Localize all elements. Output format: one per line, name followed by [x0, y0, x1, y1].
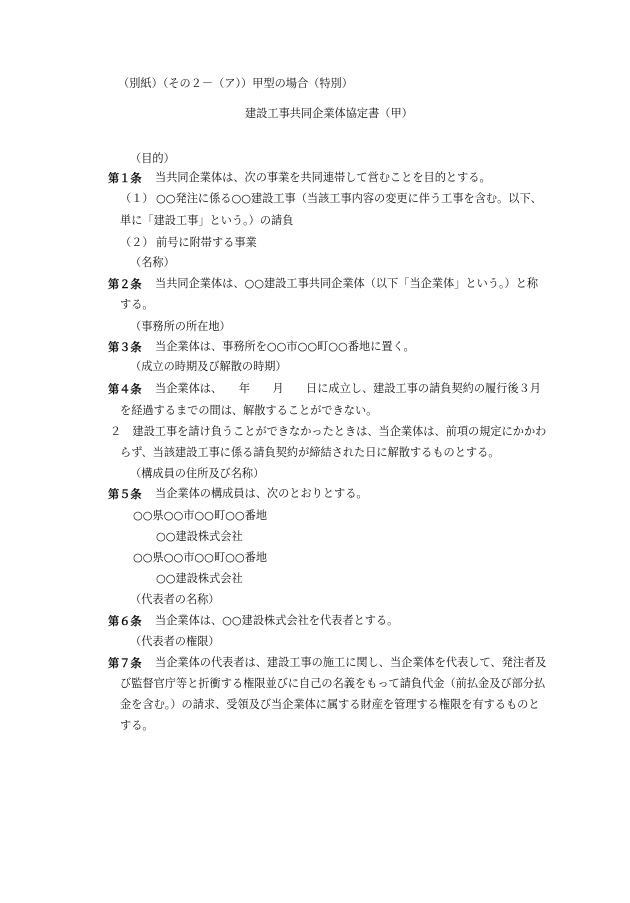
item-text: 前号に附帯する事業	[156, 236, 257, 249]
section-heading: （成立の時期及び解散の時期）	[130, 360, 287, 373]
section-heading: （名称）	[130, 256, 175, 269]
article-label: 第６条	[108, 614, 142, 628]
article-text: び監督官庁等と折衝する権限並びに自己の名義をもって請負代金（前払金及び部分払	[120, 677, 546, 690]
item-text: ○○発注に係る○○建設工事（当該工事内容の変更に伴う工事を含む。以下、	[156, 192, 542, 205]
article-text: 当企業体は、○○建設株式会社を代表者とする。	[155, 614, 399, 627]
article-text: 当企業体の代表者は、建設工事の施工に関し、当企業体を代表して、発注者及	[155, 656, 547, 669]
paragraph-text: ２ 建設工事を請け負うことができなかったときは、当企業体は、前項の規定にかかわ	[110, 425, 547, 438]
attachment-label: （別紙）（その２－（ア））甲型の場合（特別）	[118, 77, 353, 90]
section-heading: （代表者の名称）	[130, 593, 220, 606]
article-text: 当共同企業体は、次の事業を共同連帯して営むことを目的とする。	[155, 171, 491, 184]
section-heading: （事務所の所在地）	[130, 320, 231, 333]
paragraph-text: らず、当該建設工事に係る請負契約が締結された日に解散するものとする。	[120, 446, 500, 459]
member-name: ○○建設株式会社	[156, 530, 243, 543]
item-text: 単に「建設工事」という。）の請負	[120, 214, 294, 227]
article-text: する。	[120, 719, 154, 732]
article-label: 第３条	[108, 340, 142, 354]
article-text: 当企業体の構成員は、次のとおりとする。	[155, 487, 368, 500]
article-text: 金を含む。）の請求、受領及び当企業体に属する財産を管理する権限を有するものと	[120, 698, 540, 711]
section-heading: （代表者の権限）	[130, 635, 220, 648]
article-label: 第５条	[108, 487, 142, 501]
article-text: する。	[120, 298, 154, 311]
member-address: ○○県○○市○○町○○番地	[133, 509, 268, 522]
item-number: （２）	[120, 236, 154, 249]
article-text: 当共同企業体は、○○建設工事共同企業体（以下「当企業体」という。）と称	[155, 277, 539, 290]
article-text: を経過するまでの間は、解散することができない。	[120, 404, 378, 417]
article-label: 第７条	[108, 656, 142, 670]
document-title: 建設工事共同企業体協定書（甲）	[245, 107, 413, 120]
article-text: 当企業体は、事務所を○○市○○町○○番地に置く。	[155, 340, 415, 353]
item-number: （１）	[120, 192, 154, 205]
section-heading: （構成員の住所及び名称）	[130, 467, 265, 480]
member-name: ○○建設株式会社	[156, 572, 243, 585]
article-label: 第１条	[108, 171, 142, 185]
article-label: 第４条	[108, 382, 142, 396]
article-label: 第２条	[108, 277, 142, 291]
article-text: 当企業体は、 年 月 日に成立し、建設工事の請負契約の履行後３月	[155, 382, 541, 395]
member-address: ○○県○○市○○町○○番地	[133, 551, 268, 564]
section-heading: （目的）	[130, 152, 175, 165]
